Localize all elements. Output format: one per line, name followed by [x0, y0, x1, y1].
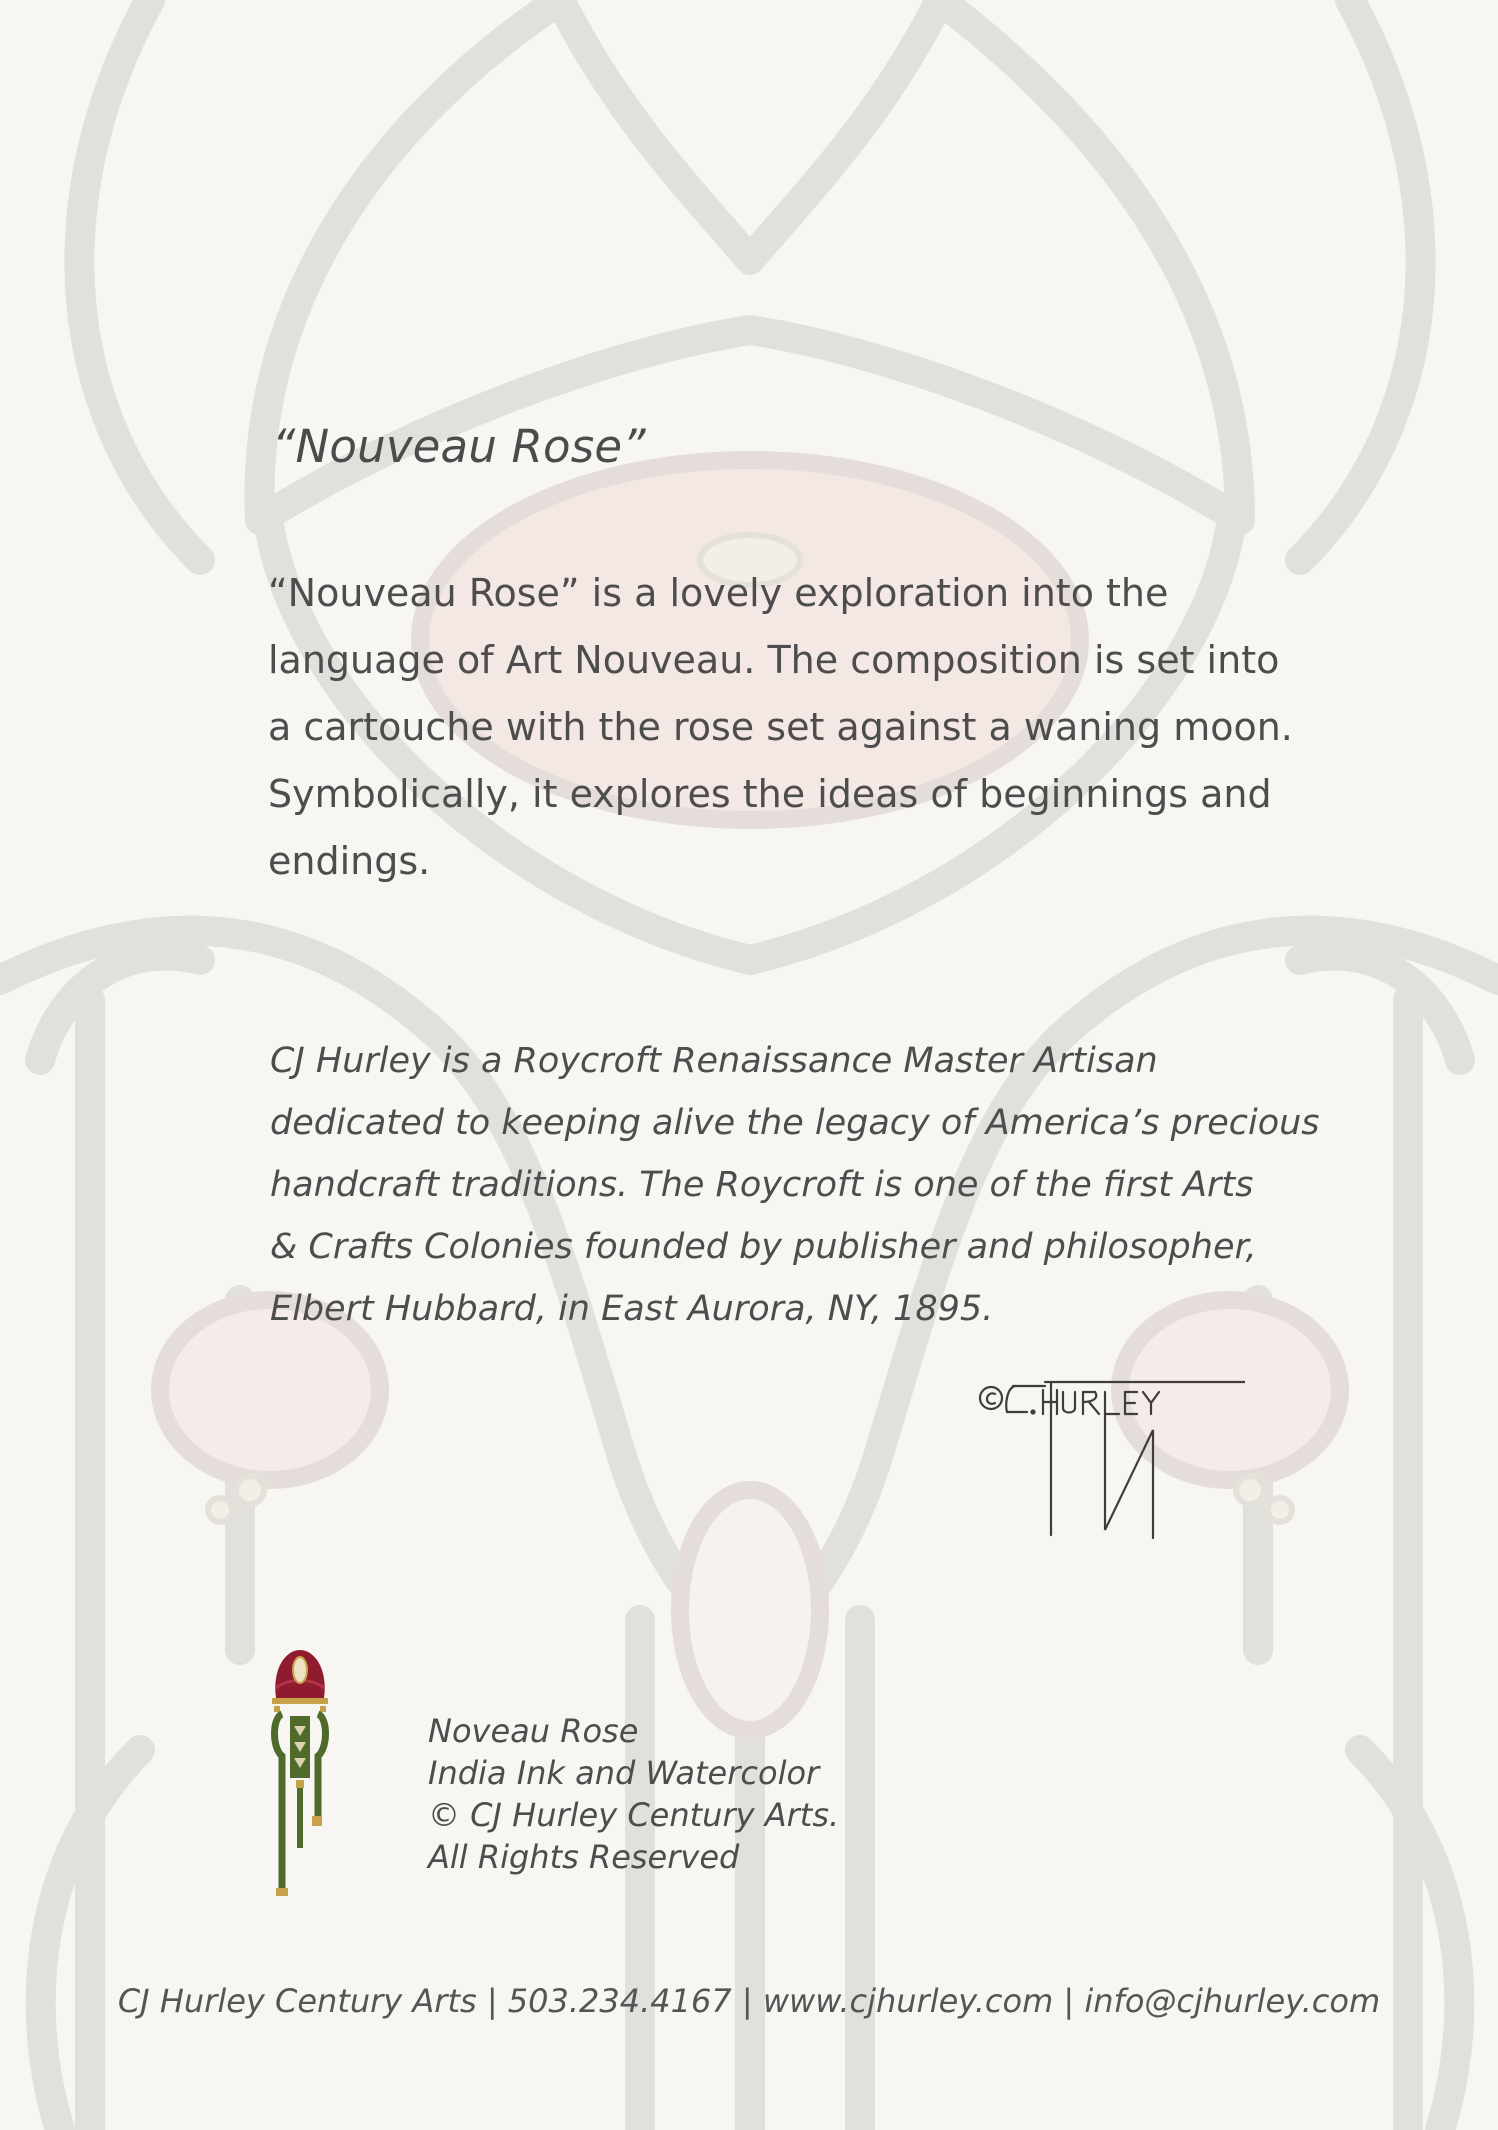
cj-hurley-logo-icon [268, 1648, 332, 1898]
description-line: Symbolically, it explores the ideas of beginnings and [268, 772, 1272, 816]
bio-line: Elbert Hubbard, in East Aurora, NY, 1895. [270, 1289, 994, 1329]
bio-line: handcraft traditions. The Roycroft is one of the first Arts [270, 1165, 1254, 1205]
description-line: a cartouche with the rose set against a waning moon. [268, 705, 1293, 749]
bio-line: CJ Hurley is a Roycroft Renaissance Master Artisan [270, 1041, 1158, 1081]
caption-artwork-title: Noveau Rose [428, 1712, 639, 1750]
artist-signature [975, 1370, 1245, 1550]
footer-contact-info: CJ Hurley Century Arts | 503.234.4167 | www.cjhurley.com | info@cjhurley.com [117, 1982, 1381, 2020]
caption-rights: All Rights Reserved [428, 1838, 740, 1876]
artwork-description [268, 560, 1293, 895]
bio-line: dedicated to keeping alive the legacy of America’s precious [270, 1103, 1320, 1143]
artist-bio [270, 1030, 1320, 1340]
caption-copyright: © CJ Hurley Century Arts. [428, 1796, 840, 1834]
caption-medium: India Ink and Watercolor [428, 1754, 820, 1792]
bio-line: & Crafts Colonies founded by publisher and philosopher, [270, 1227, 1257, 1267]
description-line: endings. [268, 839, 431, 883]
description-line: language of Art Nouveau. The composition is set into [268, 638, 1280, 682]
artwork-caption [428, 1710, 839, 1878]
description-line: “Nouveau Rose” is a lovely exploration into the [268, 571, 1169, 615]
card-title: “Nouveau Rose” [272, 420, 646, 473]
